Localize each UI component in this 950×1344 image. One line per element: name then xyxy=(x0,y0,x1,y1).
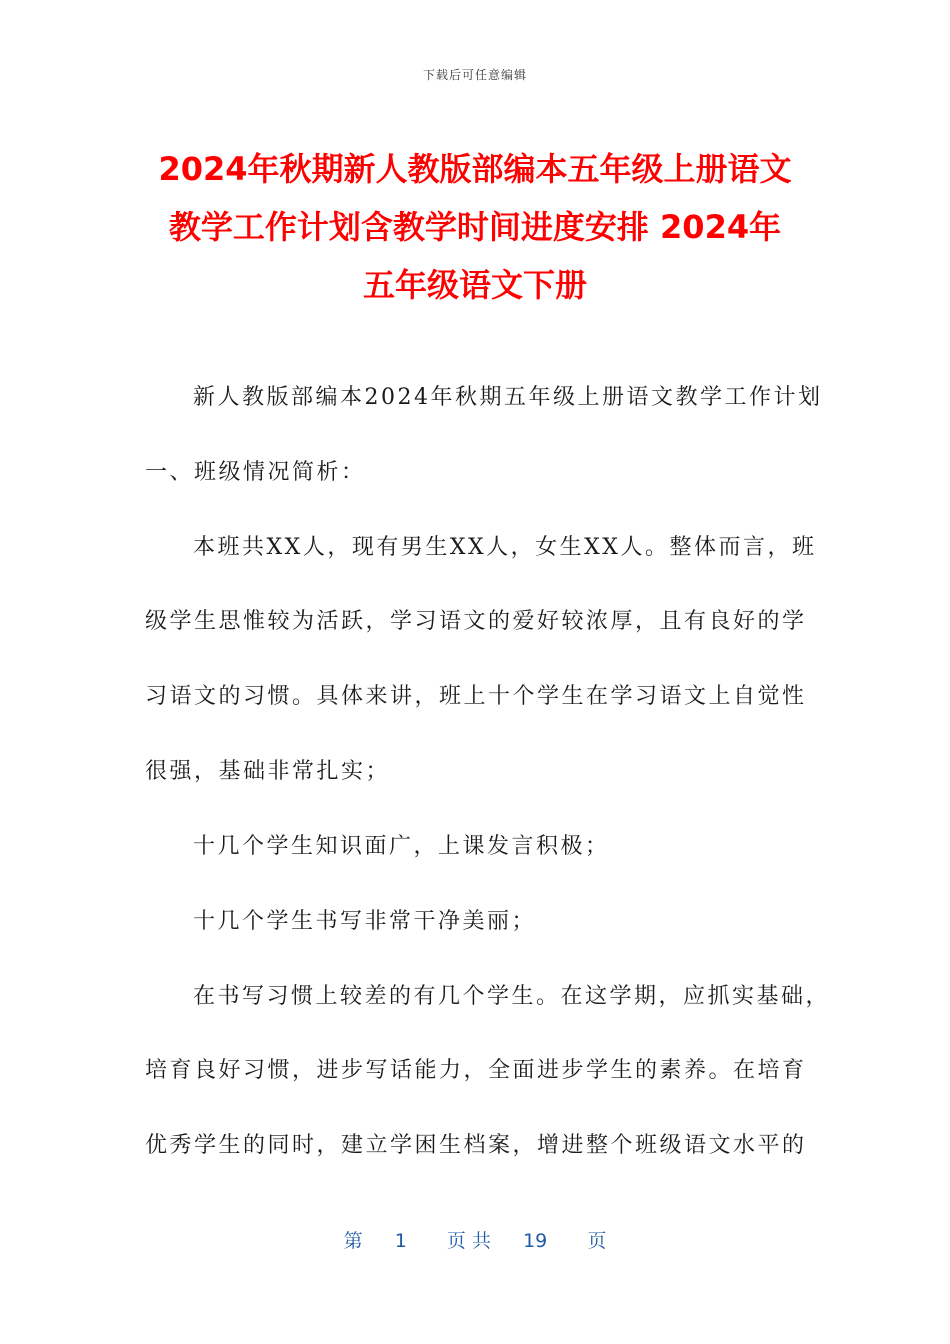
page-footer xyxy=(0,1226,950,1253)
body-line: 本班共XX人，现有男生XX人，女生XX人。整体而言，班 xyxy=(193,535,817,560)
body-line: 十几个学生知识面广，上课发言积极； xyxy=(193,834,610,859)
body-line: 十几个学生书写非常干净美丽； xyxy=(193,909,537,934)
body-line: 在书写习惯上较差的有几个学生。在这学期，应抓实基础， xyxy=(193,984,831,1009)
title-line-2: 教学工作计划含教学时间进度安排 2024年 xyxy=(168,208,782,246)
body-line: 很强，基础非常扎实； xyxy=(145,759,391,784)
section-heading: 一、班级情况简析： xyxy=(145,460,366,485)
footer-prefix: 第 xyxy=(343,1230,363,1252)
document-title xyxy=(120,140,830,314)
title-line-3: 五年级语文下册 xyxy=(362,266,587,304)
footer-suffix: 页 xyxy=(587,1230,607,1252)
title-line-1: 2024年秋期新人教版部编本五年级上册语文 xyxy=(158,150,792,188)
body-line: 新人教版部编本2024年秋期五年级上册语文教学工作计划 xyxy=(193,385,823,410)
current-page-number: 1 xyxy=(394,1230,407,1252)
body-line: 级学生思惟较为活跃，学习语文的爱好较浓厚，且有良好的学 xyxy=(145,609,807,634)
header-note: 下载后可任意编辑 xyxy=(422,68,527,82)
body-line: 习语文的习惯。具体来讲，班上十个学生在学习语文上自觉性 xyxy=(145,684,807,709)
total-pages-number: 19 xyxy=(523,1230,548,1252)
body-line: 优秀学生的同时，建立学困生档案，增进整个班级语文水平的 xyxy=(145,1133,807,1158)
footer-middle: 页 共 xyxy=(446,1230,491,1252)
body-line: 培育良好习惯，进步写话能力，全面进步学生的素养。在培育 xyxy=(145,1058,807,1083)
